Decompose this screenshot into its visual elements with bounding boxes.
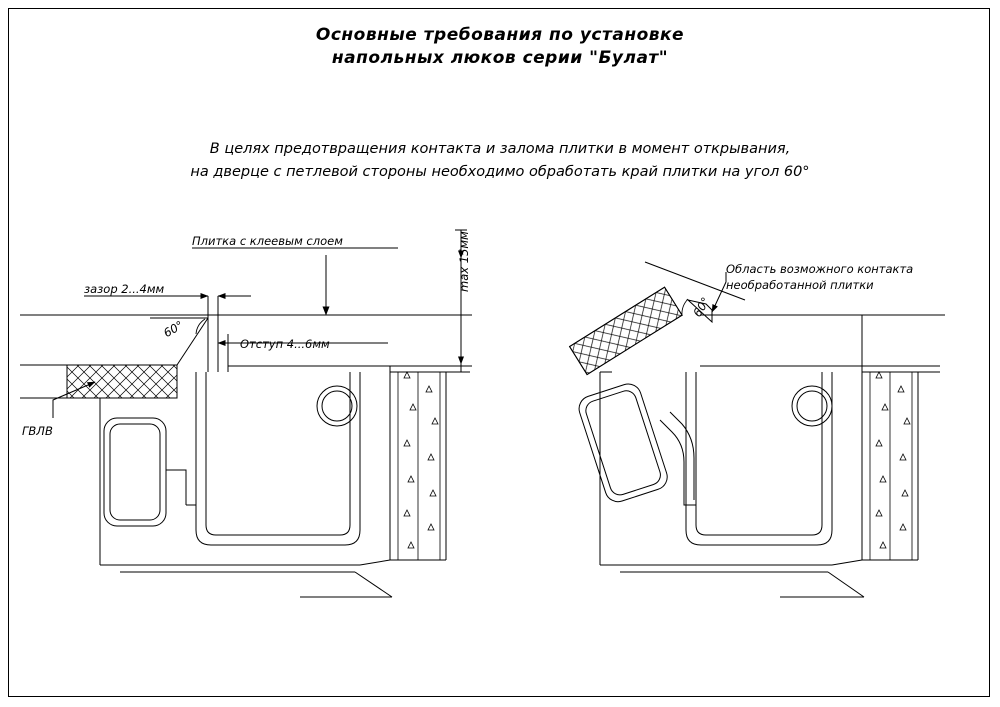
label-offset: Отступ 4...6мм: [240, 337, 330, 351]
page-title-line-2: напольных люков серии "Булат": [331, 48, 669, 68]
label-angle-right: 60°: [690, 294, 713, 320]
label-tile-with-glue: Плитка с клеевым слоем: [192, 234, 343, 248]
label-contact-area-line-1: Область возможного контакта: [726, 262, 914, 276]
page-border: [8, 8, 990, 697]
label-gvlv: ГВЛВ: [22, 424, 53, 438]
label-max-height: max 15мм: [457, 231, 471, 292]
label-gap: зазор 2...4мм: [84, 282, 165, 296]
page-subtitle-line-2: на дверце с петлевой стороны необходимо обработать край плитки на угол 60°: [190, 164, 810, 180]
page-subtitle-line-1: В целях предотвращения контакта и залома плитки в момент открывания,: [209, 141, 791, 157]
label-angle-left: 60°: [161, 317, 186, 341]
page-title-line-1: Основные требования по установке: [315, 25, 685, 45]
page-subtitle: [0, 138, 1000, 184]
page-title: [0, 24, 1000, 70]
label-contact-area-line-2: необработанной плитки: [726, 278, 874, 292]
